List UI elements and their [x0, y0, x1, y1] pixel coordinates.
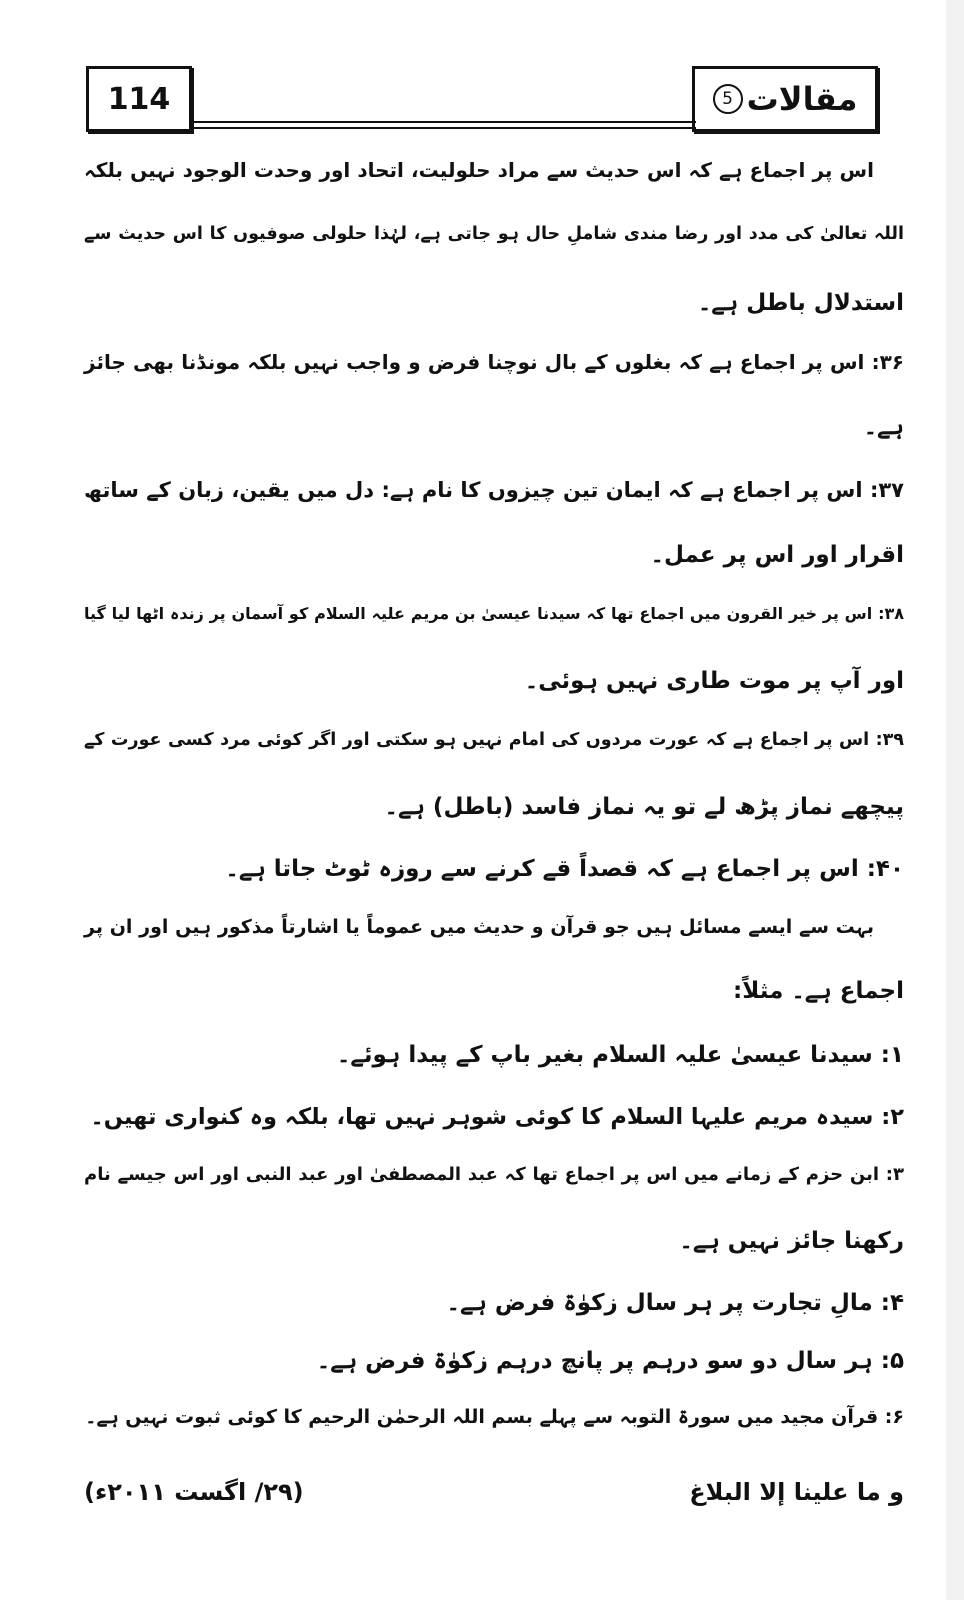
closing-phrase: و ما علینا إلا البلاغ: [689, 1478, 904, 1506]
text-line: ۳۸: اس پر خیر القرون میں اجماع تھا کہ سیدنا عیسیٰ بن مریم علیہ السلام کو آسمان پر زندہ اٹھا لیا گیا: [84, 604, 904, 623]
text-line: ۳: ابن حزم کے زمانے میں اس پر اجماع تھا کہ عبد المصطفیٰ اور عبد النبی اور اس جیسے نام: [84, 1164, 904, 1185]
text-line: ۵: ہر سال دو سو درہم پر پانچ درہم زکوٰۃ فرض ہے۔: [316, 1348, 904, 1374]
text-line: ۶: قرآن مجید میں سورۃ التوبہ سے پہلے بسم اللہ الرحمٰن الرحیم کا کوئی ثبوت نہیں ہے۔: [85, 1406, 904, 1428]
text-line: اقرار اور اس پر عمل۔: [650, 542, 904, 568]
text-line: ۳۶: اس پر اجماع ہے کہ بغلوں کے بال نوچنا فرض و واجب نہیں بلکہ مونڈنا بھی جائز: [84, 350, 904, 374]
volume-badge: 5: [713, 84, 743, 114]
header-rule-top: [190, 121, 696, 123]
text-line: ۳۷: اس پر اجماع ہے کہ ایمان تین چیزوں کا نام ہے: دل میں یقین، زبان کے ساتھ: [84, 478, 904, 502]
text-line: بہت سے ایسے مسائل ہیں جو قرآن و حدیث میں عموماً یا اشارتاً مذکور ہیں اور ان پر: [84, 916, 874, 938]
text-line: ۴۰: اس پر اجماع ہے کہ قصداً قے کرنے سے روزہ ٹوٹ جاتا ہے۔: [225, 856, 904, 882]
text-line: ہے۔: [863, 414, 904, 440]
page-number-box: [86, 66, 192, 132]
text-line: ۳۹: اس پر اجماع ہے کہ عورت مردوں کی امام نہیں ہو سکتی اور اگر کوئی مرد کسی عورت کے: [84, 730, 904, 750]
text-line: پیچھے نماز پڑھ لے تو یہ نماز فاسد (باطل) ہے۔: [384, 794, 904, 820]
text-line: ۱: سیدنا عیسیٰ علیہ السلام بغیر باپ کے پیدا ہوئے۔: [336, 1042, 904, 1068]
text-line: اور آپ پر موت طاری نہیں ہوئی۔: [524, 668, 904, 694]
page-number: 114: [107, 81, 171, 117]
text-line: استدلال باطل ہے۔: [697, 290, 904, 316]
page-edge: [946, 0, 964, 1600]
text-line: ۲: سیدہ مریم علیہا السلام کا کوئی شوہر نہیں تھا، بلکہ وہ کنواری تھیں۔: [90, 1104, 904, 1130]
book-title: مقالات: [746, 80, 858, 118]
header-rule-bottom: [190, 127, 696, 129]
text-line: رکھنا جائز نہیں ہے۔: [679, 1228, 904, 1254]
text-line: اس پر اجماع ہے کہ اس حدیث سے مراد حلولیت، اتحاد اور وحدت الوجود نہیں بلکہ: [84, 158, 874, 182]
text-line: اجماع ہے۔ مثلاً:: [733, 978, 904, 1004]
text-line: اللہ تعالیٰ کی مدد اور رضا مندی شاملِ حال ہو جاتی ہے، لہٰذا حلولی صوفیوں کا اس حدیث سے: [84, 224, 904, 244]
text-line: ۴: مالِ تجارت پر ہر سال زکوٰۃ فرض ہے۔: [446, 1290, 904, 1316]
book-title-box: [692, 66, 878, 132]
article-date: (۲۹/ اگست ۲۰۱۱ء): [84, 1478, 304, 1506]
